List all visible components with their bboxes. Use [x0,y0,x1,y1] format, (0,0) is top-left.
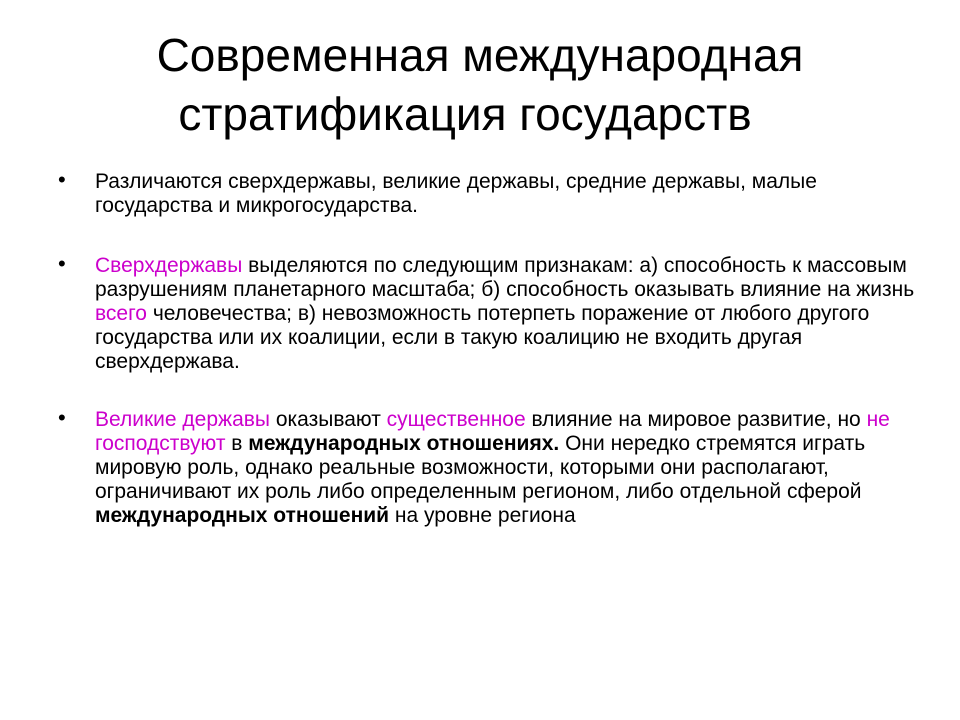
bullet-text: в [225,432,249,455]
title-line-2: стратификация государств [178,88,752,140]
title-line-1: Современная международная [156,29,804,81]
bullet-list [58,167,928,528]
slide-title [0,26,960,144]
bullet-text: выделяются по следующим признакам: а) способность к массовым разрушениям планетарного масштаба; б) способность оказывать влияние на жизнь [95,254,915,301]
bullet-text: на уровне региона [389,504,576,527]
bullet-item-great-powers [58,405,928,528]
bullet-text: Различаются сверхдержавы, великие державы, средние державы, малые государства и микрогосударства. [95,170,817,217]
bullet-text: Они нередко стремятся играть мировую роль, однако реальные возможности, которыми они располагают, ограничивают их роль либо определенным регионом, либо отдельной сферой [95,432,866,503]
bullet-text: человечества; в) невозможность потерпеть поражение от любого другого государства или их коалиции, если в такую коалицию не входить другая сверхдержава. [95,302,870,373]
bullet-text: оказывают [270,408,387,431]
bold-term-international-relations: международных отношениях. [248,432,560,455]
bullet-marker: • [58,167,66,192]
highlight-word-all: всего [95,302,147,325]
highlight-term-great-powers: Великие державы [95,408,270,431]
bullet-marker: • [58,251,66,276]
bullet-item-classification [58,167,928,218]
bold-term-international-relations-2: международных отношений [95,504,390,527]
highlight-word-significant: существенное [386,408,526,431]
bullet-text: влияние на мировое развитие, но [525,408,867,431]
highlight-term-superpowers: Сверхдержавы [95,254,243,277]
bullet-marker: • [58,405,66,430]
bullet-item-superpowers [58,251,928,374]
highlight-phrase-not-dominate: не господствуют [95,408,890,455]
